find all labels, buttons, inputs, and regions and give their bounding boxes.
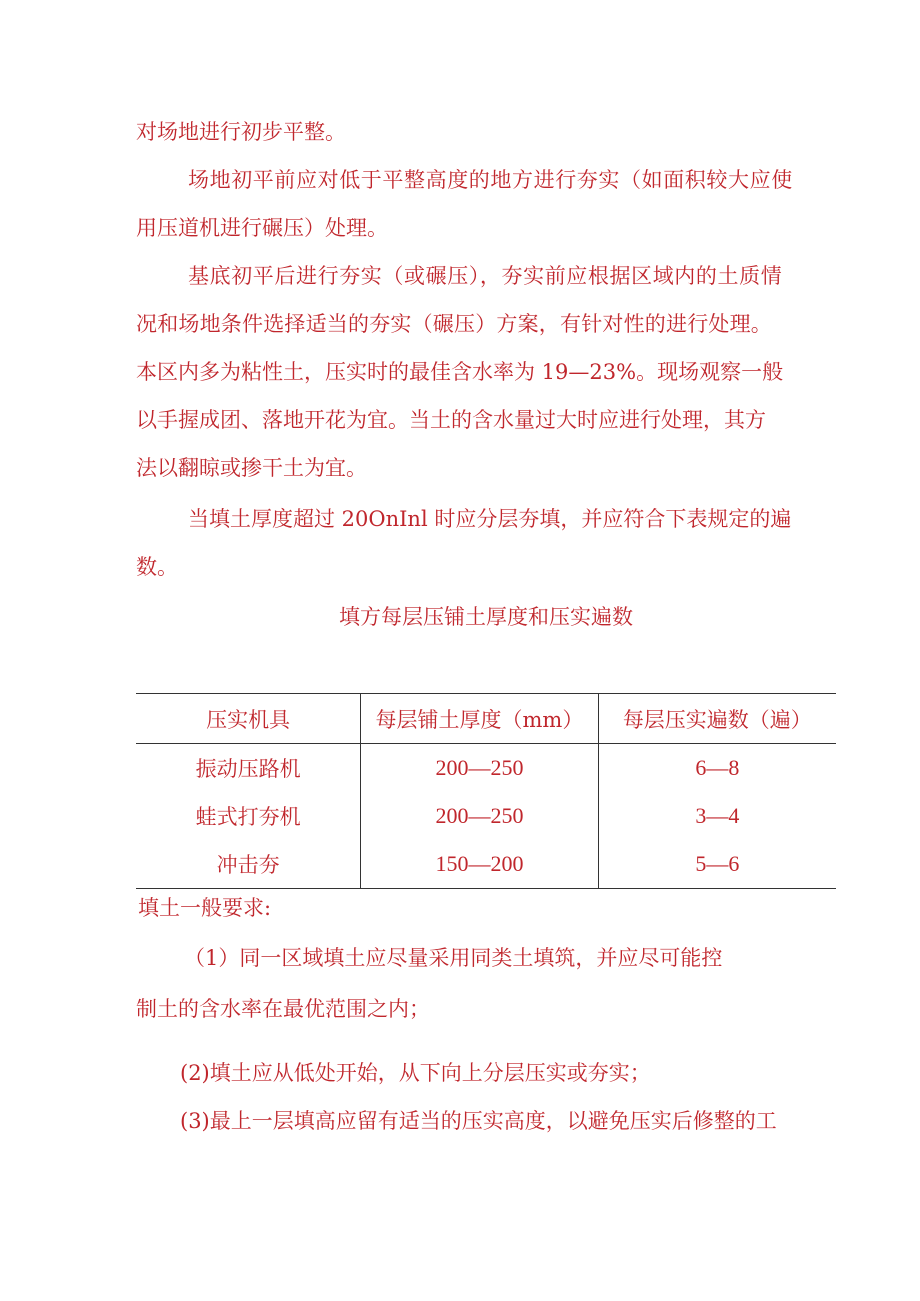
requirement-item: (2)填土应从低处开始，从下向上分层压实或夯实； [180,1061,651,1085]
paragraph-line: 对场地进行初步平整。 [136,120,346,144]
table-caption: 填方每层压铺土厚度和压实遍数 [339,605,633,629]
requirement-item: (3)最上一层填高应留有适当的压实高度，以避免压实后修整的工 [180,1109,777,1133]
table-cell: 3—4 [695,803,740,828]
requirement-item: 制土的含水率在最优范围之内； [136,997,430,1021]
table-cell: 150—200 [361,840,598,889]
paragraph-line: 以手握成团、落地开花为宜。当土的含水量过大时应进行处理，其方 [136,408,766,432]
table-header-row [136,694,836,744]
paragraph-line: 场地初平前应对低于平整高度的地方进行夯实（如面积较大应使 [188,168,793,192]
paragraph-line: 况和场地条件选择适当的夯实（碾压）方案，有针对性的进行处理。 [136,312,772,336]
paragraph-line: 基底初平后进行夯实（或碾压），夯实前应根据区域内的土质情 [188,264,783,288]
table-header-cell: 每层压实遍数（遍） [598,694,836,744]
table-cell: 冲击夯 [136,840,361,889]
table-cell: 200—250 [361,792,598,840]
compaction-table [136,693,836,889]
table-row [136,840,836,889]
table-row [136,792,836,840]
requirement-item: （1）同一区域填土应尽量采用同类土填筑，并应尽可能控 [184,946,723,970]
table-cell: 6—8 [695,755,740,780]
table-cell: 200—250 [361,744,598,793]
table-cell: 5—6 [598,840,836,889]
requirements-title: 填土一般要求: [138,896,272,920]
paragraph-line: 数。 [136,555,178,579]
paragraph-line: 用压道机进行碾压）处理。 [136,216,388,240]
paragraph-line: 当填土厚度超过 20OnInl 时应分层夯填，并应符合下表规定的遍 [188,507,792,531]
table-header-cell: 每层铺土厚度（mm） [361,694,598,744]
table-header-cell: 压实机具 [136,694,361,744]
paragraph-line: 本区内多为粘性土，压实时的最佳含水率为 19—23%。现场观察一般 [136,360,784,384]
table-row [136,744,836,793]
table-cell: 蛙式打夯机 [195,805,301,829]
table-cell: 振动压路机 [195,757,301,781]
paragraph-line: 法以翻晾或掺干土为宜。 [136,456,367,480]
